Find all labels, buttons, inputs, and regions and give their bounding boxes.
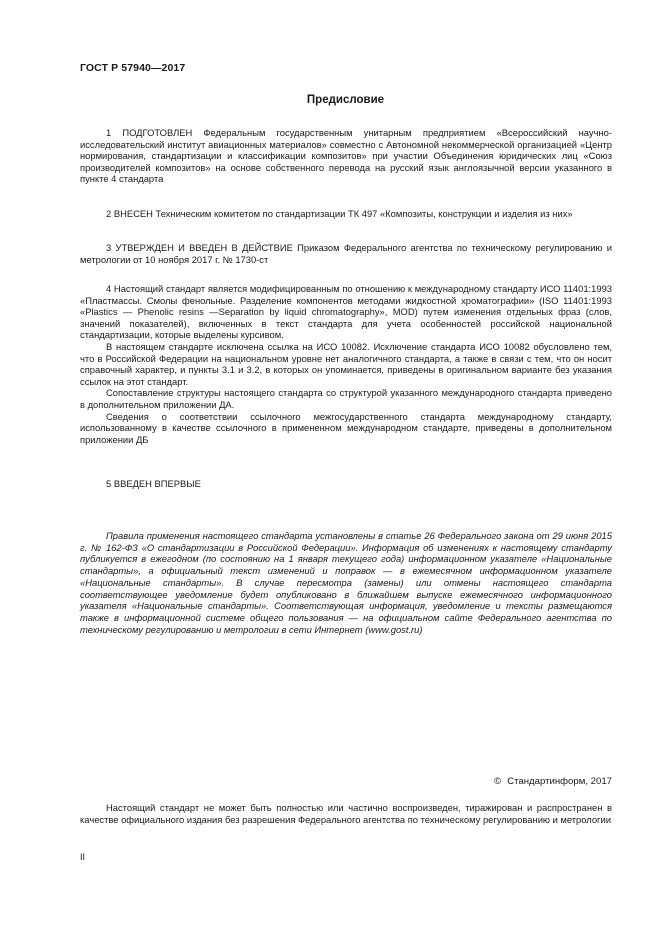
page-number: II [80, 852, 86, 862]
document-code: ГОСТ Р 57940—2017 [80, 62, 186, 74]
section-1-text: 1 ПОДГОТОВЛЕН Федеральным государственным унитарным предприятием «Всероссийский научно-исследовательский институт авиационных материалов» совместно с Автономной некоммерческой организацией «Центр нормирования, стандартизации и классификации композитов» при участии Объединения юридических лиц «Союз производителей композитов» на основе собственного перевода на русский язык англоязычной версии указанного в пункте 4 стандарта [80, 127, 612, 185]
section-1 [80, 127, 612, 185]
legal-notice: Правила применения настоящего стандарта установлены в статье 26 Федерального закона от 29 июня 2015 г. № 162-ФЗ «О стандартизации в Российской Федерации». Информация об изменениях к настоящему стандарту публикуется в ежегодном (по состоянию на 1 января текущего года) информационном указателе «Национальные стандарты», а официальный текст изменений и поправок — в ежемесячном информационном указателе «Национальные стандарты». В случае пересмотра (замены) или отмены настоящего стандарта соответствующее уведомление будет опубликовано в ближайшем выпуске ежемесячного информационного указателя «Национальные стандарты». Соответствующая информация, уведомление и тексты размещаются также в информационной системе общего пользования — на официальном сайте Федерального агентства по техническому регулированию и метрологии в сети Интернет (www.gost.ru) [80, 530, 612, 635]
section-2 [80, 208, 612, 220]
reproduction-notice: Настоящий стандарт не может быть полностью или частично воспроизведен, тиражирован и распространен в качестве официального издания без разрешения Федерального агентства по техническому регулированию и метрологии [80, 802, 612, 825]
copyright-text: Стандартинформ, 2017 [507, 776, 612, 787]
section-2-text: 2 ВНЕСЕН Техническим комитетом по стандартизации ТК 497 «Композиты, конструкции и изделия из них» [106, 208, 573, 219]
section-4 [80, 283, 612, 445]
section-3-text: 3 УТВЕРЖДЕН И ВВЕДЕН В ДЕЙСТВИЕ Приказом Федерального агентства по техническому регулированию и метрологии от 10 ноября 2017 г. № 1730-ст [80, 242, 612, 265]
section-5-text: 5 ВВЕДЕН ВПЕРВЫЕ [106, 478, 201, 489]
page-title: Предисловие [306, 94, 385, 106]
section-4-paragraph-4: Сведения о соответствии ссылочного межгосударственного стандарта международному стандарту, использованному в качестве ссылочного в примененном международном стандарте, приведены в дополнительном приложении ДБ [80, 410, 612, 445]
section-3 [80, 242, 612, 265]
section-4-paragraph-3: Сопоставление структуры настоящего стандарта со структурой указанного международного стандарта приведено в дополнительном приложении ДА. [80, 387, 612, 410]
copyright-icon: © [494, 776, 502, 787]
section-5 [80, 478, 612, 490]
section-4-paragraph-1: 4 Настоящий стандарт является модифицированным по отношению к международному стандарту ИСО 11401:1993 «Пластмассы. Смолы фенольные. Разделение компонентов методами жидкостной хроматографии» (ISO 11401:1993 «Plastics — Phenolic resins —Separation by liquid chromatography», MOD) путем изменения отдельных фраз (слов, значений показателей), включенных в текст стандарта для учета особенностей российской национальной стандартизации, которые выделены курсивом. [80, 283, 612, 341]
section-4-paragraph-2: В настоящем стандарте исключена ссылка на ИСО 10082. Исключение стандарта ИСО 10082 обусловлено тем, что в Российской Федерации на национальном уровне нет аналогичного стандарта, а также в связи с тем, что он носит справочный характер, и пункты 3.1 и 3.2, в которых он упоминается, приведены в оригинальном варианте без указания ссылок на этот стандарт. [80, 340, 612, 387]
copyright-line [494, 776, 612, 788]
